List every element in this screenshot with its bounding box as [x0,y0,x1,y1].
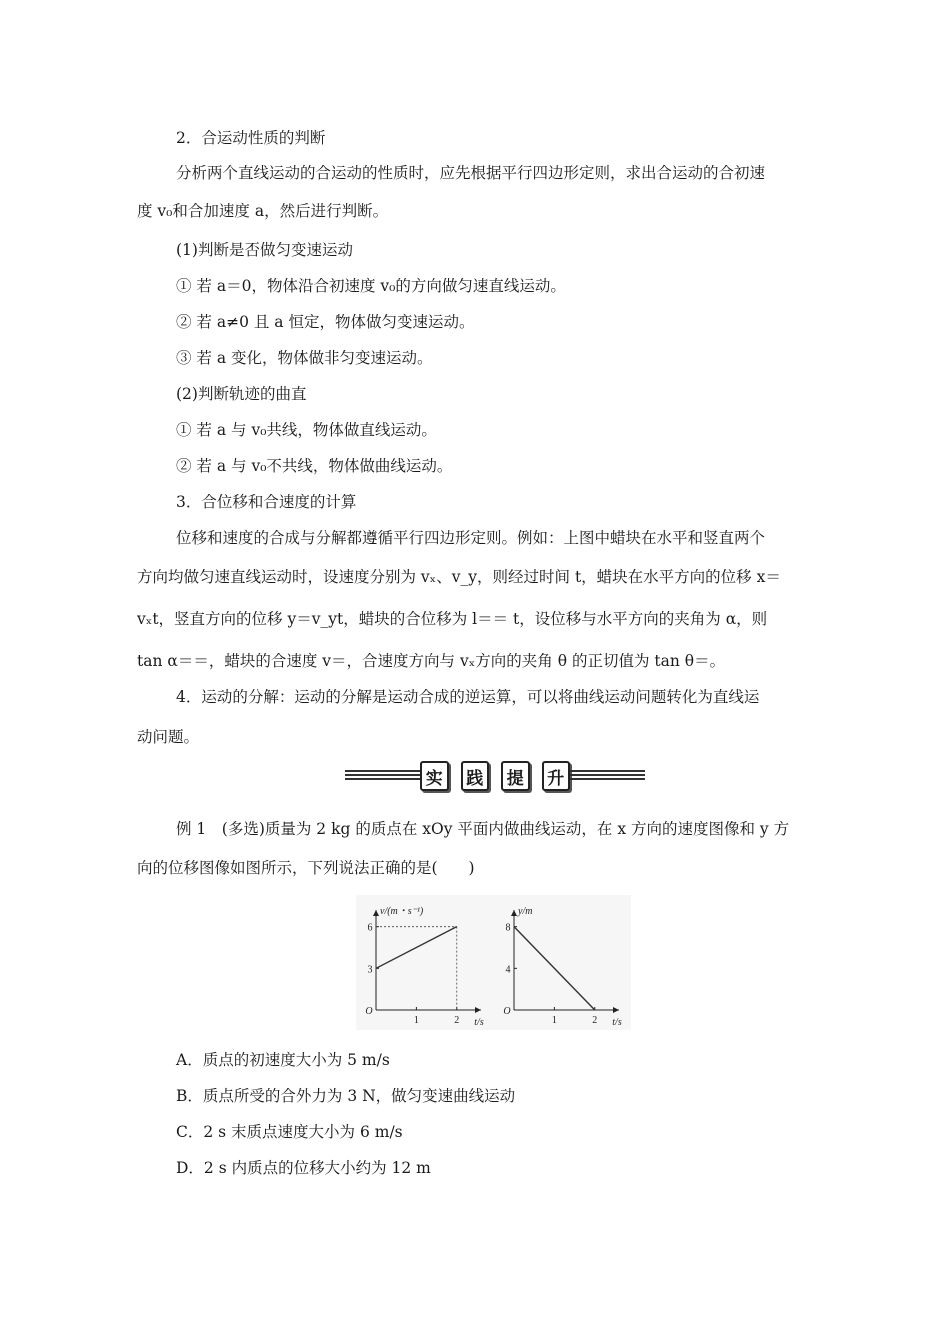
y-tick-label: 3 [367,964,373,976]
y-axis-label: y/m [518,906,533,917]
banner-rule-left [345,770,420,780]
x-tick-label: 1 [413,1015,419,1026]
banner-char: 提 [501,761,530,791]
y-tick-label: 8 [505,922,511,934]
banner-char: 升 [542,761,571,791]
subheading-2: (2)判断轨迹的曲直 [176,385,307,403]
list-item: ① 若 a 与 v₀共线，物体做直线运动。 [176,421,437,439]
list-item: ② 若 a≠0 且 a 恒定，物体做匀变速运动。 [176,313,475,331]
option-b: B．质点所受的合外力为 3 N，做匀变速曲线运动 [176,1087,516,1105]
list-item: ② 若 a 与 v₀不共线，物体做曲线运动。 [176,457,453,475]
x-tick-label: 1 [551,1015,557,1026]
paragraph-line: tan α＝＝，蜡块的合速度 v＝，合速度方向与 vₓ方向的夹角 θ 的正切值为 tan θ＝。 [137,652,726,670]
x-axis-label: t/s [474,1017,484,1028]
paragraph-line: 方向均做匀速直线运动时，设速度分别为 vₓ、v_y，则经过时间 t，蜡块在水平方向的位移 x＝ [137,568,781,586]
paragraph-line: 位移和速度的合成与分解都遵循平行四边形定则。例如：上图中蜡块在水平和竖直两个 [176,529,766,547]
paragraph-line: 度 v₀和合加速度 a，然后进行判断。 [137,202,389,220]
y-axis-arrow [373,910,379,916]
x-tick-label: 2 [592,1015,598,1026]
y-axis-arrow [511,910,517,916]
x-axis-label: t/s [612,1017,622,1028]
y-tick-label: 4 [505,964,511,976]
y-tick-label: 6 [367,922,373,934]
x-tick-label: 2 [454,1015,460,1026]
subheading-1: (1)判断是否做匀变速运动 [176,241,353,259]
graphs-svg [356,895,631,1030]
list-item: ① 若 a＝0，物体沿合初速度 v₀的方向做匀速直线运动。 [176,277,566,295]
paragraph-line: 动问题。 [137,728,200,746]
x-axis-arrow [613,1007,619,1013]
banner-char: 实 [420,761,449,791]
section-3-title: 3．合位移和合速度的计算 [176,493,357,511]
series-line [514,927,595,1010]
origin-label: O [503,1006,511,1017]
section-2-title: 2．合运动性质的判断 [176,129,326,147]
figure-graphs [356,895,631,1030]
y-axis-label: v/(m・s⁻¹) [380,906,424,917]
x-axis-arrow [475,1007,481,1013]
paragraph-line: 分析两个直线运动的合运动的性质时，应先根据平行四边形定则，求出合运动的合初速 [176,164,766,182]
paragraph-line: vₓt，竖直方向的位移 y＝v_yt，蜡块的合位移为 l＝＝ t，设位移与水平方向的夹角为 α，则 [137,610,768,628]
banner-rule-right [570,770,645,780]
option-c: C．2 s 末质点速度大小为 6 m/s [176,1123,403,1141]
example-question-line: 向的位移图像如图所示，下列说法正确的是( ) [137,859,475,877]
practice-banner [345,761,645,791]
section-4-line: 4．运动的分解：运动的分解是运动合成的逆运算，可以将曲线运动问题转化为直线运 [176,688,760,706]
option-a: A．质点的初速度大小为 5 m/s [176,1051,390,1069]
example-question-line: 例 1 (多选)质量为 2 kg 的质点在 xOy 平面内做曲线运动，在 x 方向的速度图像和 y 方 [176,820,790,838]
origin-label: O [365,1006,373,1017]
banner-char: 践 [461,761,490,791]
series-line [376,927,457,969]
option-d: D．2 s 内质点的位移大小约为 12 m [176,1159,431,1177]
list-item: ③ 若 a 变化，物体做非匀变速运动。 [176,349,433,367]
